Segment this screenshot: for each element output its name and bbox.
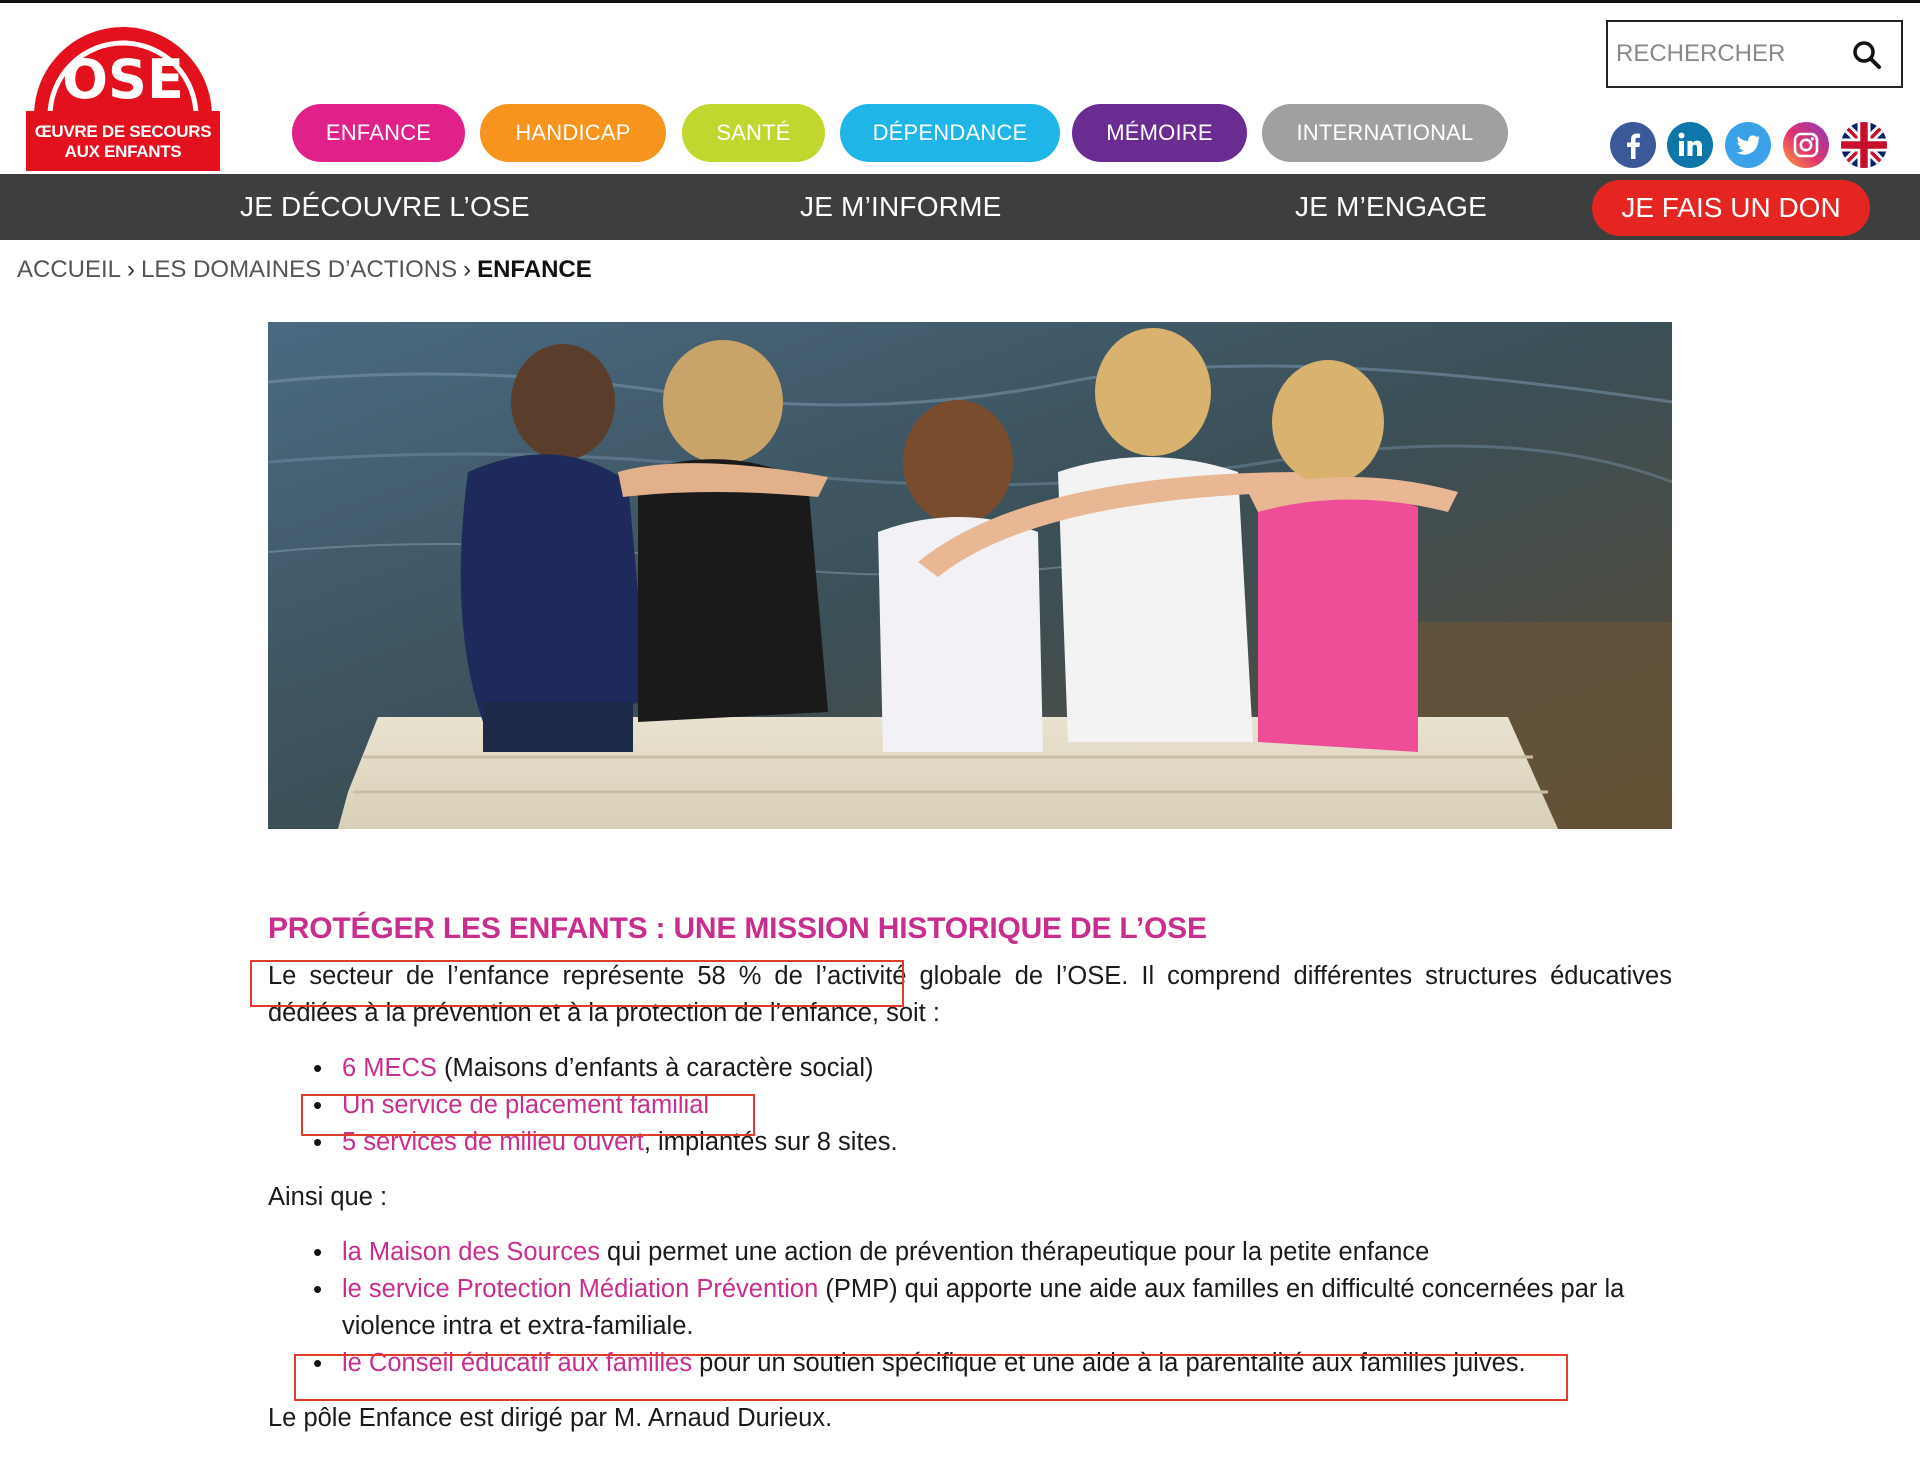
breadcrumb-separator: › xyxy=(463,256,472,283)
placement-familial-link[interactable]: Un service de placement familial xyxy=(342,1091,710,1119)
search-icon[interactable] xyxy=(1851,39,1883,71)
closing-text: Le pôle Enfance est dirigé par M. Arnaud Durieux. xyxy=(268,1404,833,1432)
list-item: • 6 MECS (Maisons d’enfants à caractère social) xyxy=(268,1050,1672,1087)
structures-list xyxy=(268,1050,1672,1161)
category-international[interactable]: INTERNATIONAL xyxy=(1262,104,1508,162)
milieu-ouvert-link[interactable]: 5 services de milieu ouvert xyxy=(342,1128,644,1156)
logo-text: OSE xyxy=(62,48,184,111)
breadcrumb-separator: › xyxy=(127,256,136,283)
list-item xyxy=(268,1087,1672,1124)
intro-highlight-text: Le secteur de l’enfance représente 58 % de l’activité xyxy=(268,962,907,990)
nav-engage[interactable]: JE M’ENGAGE xyxy=(1295,191,1488,222)
linkedin-icon[interactable] xyxy=(1667,122,1713,168)
uk-flag-icon[interactable] xyxy=(1841,122,1887,168)
search-input[interactable] xyxy=(1608,24,1838,84)
category-enfance[interactable]: ENFANCE xyxy=(292,104,465,162)
article xyxy=(268,910,1672,1437)
maison-des-sources-link[interactable]: la Maison des Sources xyxy=(342,1238,600,1266)
breadcrumb-accueil[interactable]: ACCUEIL xyxy=(17,256,122,283)
list-item: • la Maison des Sources qui permet une action de prévention thérapeutique pour la petite enfance xyxy=(268,1234,1672,1271)
list-item: • 5 services de milieu ouvert, implantés sur 8 sites. xyxy=(268,1124,1672,1161)
list-item: • le Conseil éducatif aux familles pour un soutien spécifique et une aide à la parentalité aux familles juives. xyxy=(268,1345,1672,1382)
category-memoire[interactable]: MÉMOIRE xyxy=(1072,104,1247,162)
category-dependance[interactable]: DÉPENDANCE xyxy=(840,104,1060,162)
intro-rest-text: globale de l’OSE. Il comprend différentes structures éducatives dédiées à la prévention et à la protection de l’enfance, soit : xyxy=(268,962,1672,1027)
breadcrumb xyxy=(17,256,592,284)
twitter-icon[interactable] xyxy=(1725,122,1771,168)
logo-subtitle: ŒUVRE DE SECOURS AUX ENFANTS xyxy=(26,111,220,171)
pmp-link[interactable]: le service Protection Médiation Prévention xyxy=(342,1275,819,1303)
nav-decouvre[interactable]: JE DÉCOUVRE L’OSE xyxy=(240,191,530,222)
instagram-icon[interactable] xyxy=(1783,122,1829,168)
search-box xyxy=(1606,20,1903,88)
article-heading: PROTÉGER LES ENFANTS : UNE MISSION HISTORIQUE DE L’OSE xyxy=(268,912,1207,945)
nav-informe[interactable]: JE M’INFORME xyxy=(800,191,1002,222)
category-handicap[interactable]: HANDICAP xyxy=(480,104,666,162)
conseil-educatif-link[interactable]: le Conseil éducatif aux familles xyxy=(342,1349,693,1377)
category-sante[interactable]: SANTÉ xyxy=(682,104,825,162)
facebook-icon[interactable] xyxy=(1610,122,1656,168)
hero-image xyxy=(268,322,1672,829)
ose-logo-mark xyxy=(26,12,220,122)
main-nav xyxy=(0,174,1920,240)
top-border xyxy=(0,0,1920,3)
ose-logo[interactable] xyxy=(26,12,220,162)
mecs-link[interactable]: 6 MECS xyxy=(342,1054,437,1082)
services-list xyxy=(268,1234,1672,1382)
breadcrumb-current: ENFANCE xyxy=(477,256,592,283)
list-item: • le service Protection Médiation Prévention (PMP) qui apporte une aide aux familles en difficulté concernées par la violence intra et extra-familiale. xyxy=(268,1271,1672,1345)
donate-button[interactable]: JE FAIS UN DON xyxy=(1592,180,1870,236)
breadcrumb-domaines[interactable]: LES DOMAINES D’ACTIONS xyxy=(141,256,458,283)
ainsi-que-text: Ainsi que : xyxy=(268,1183,388,1211)
intro-paragraph xyxy=(268,958,1672,1032)
